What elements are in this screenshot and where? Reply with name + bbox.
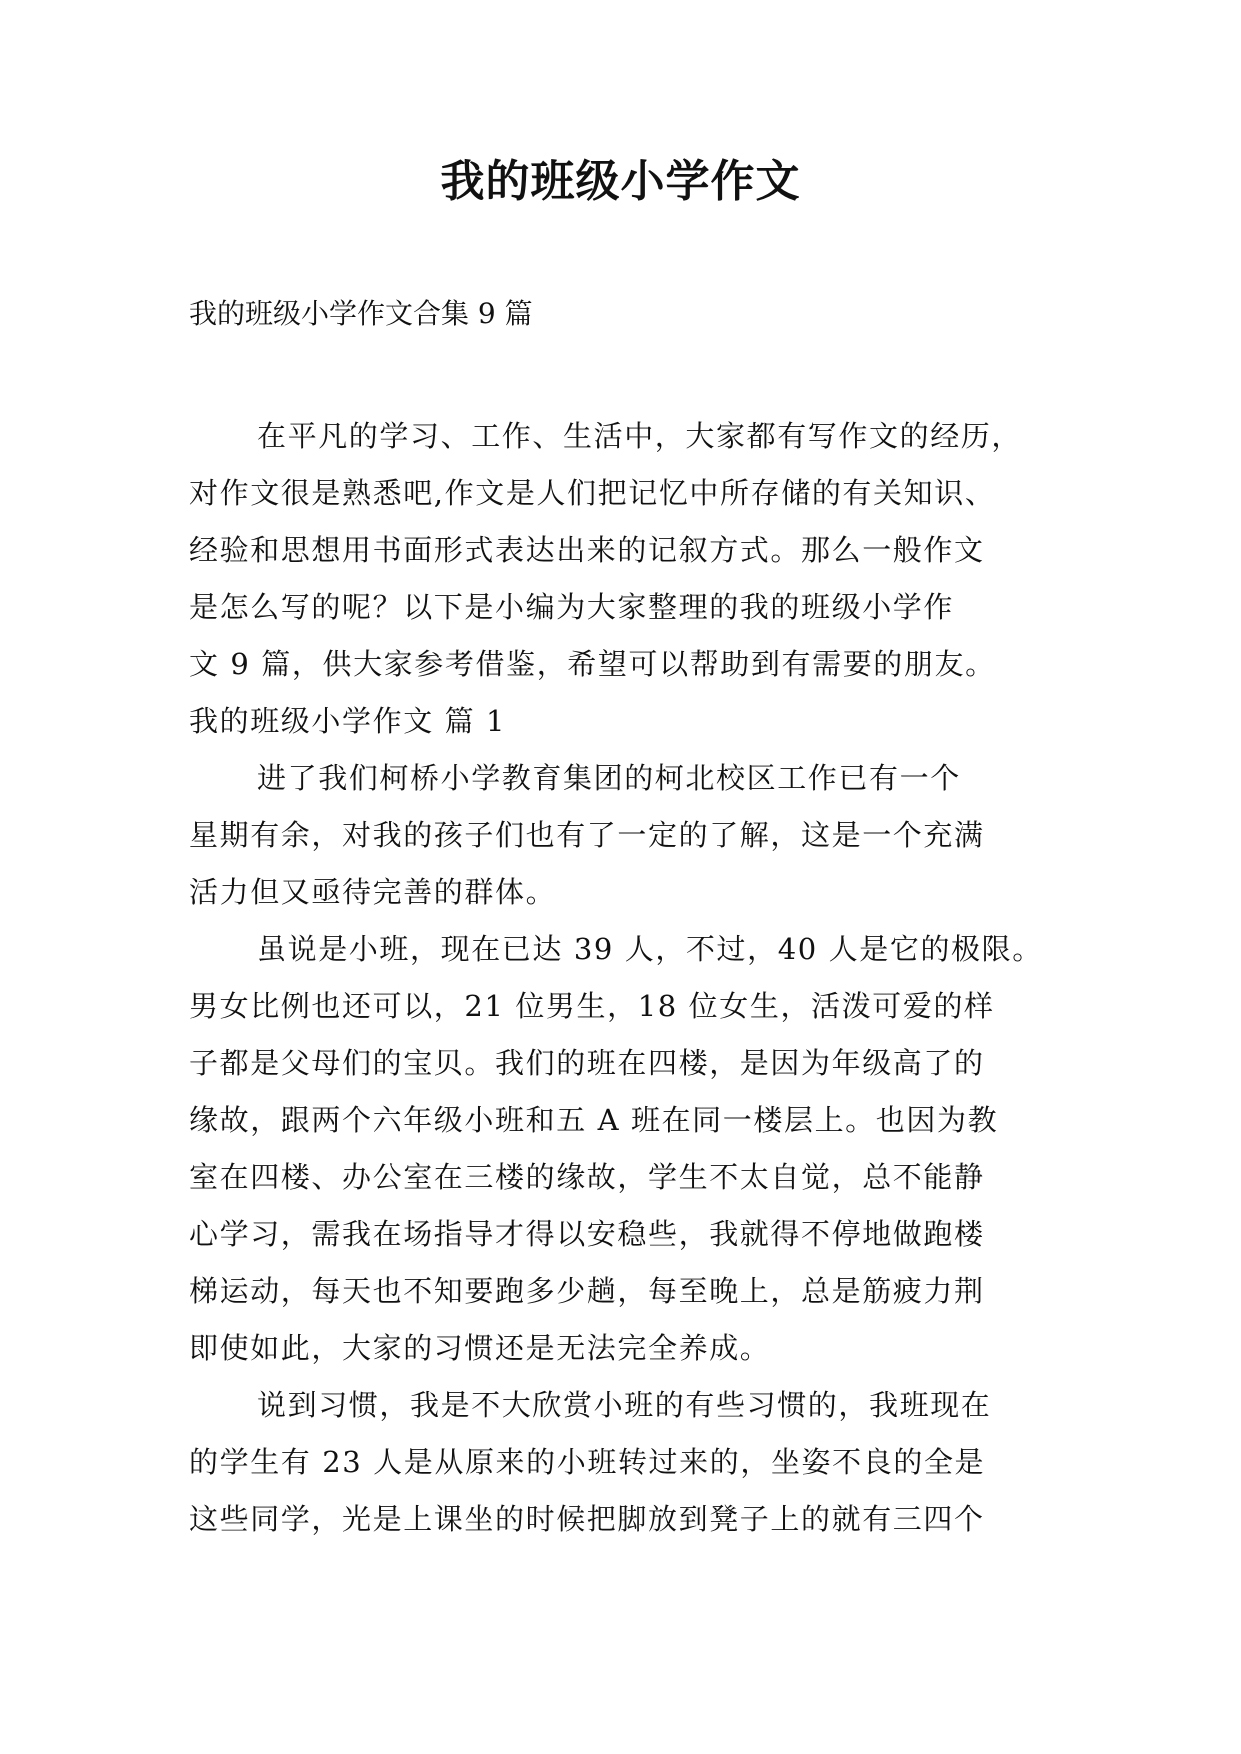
body-line: 说到习惯，我是不大欣赏小班的有些习惯的，我班现在: [257, 1388, 992, 1422]
body-line: 在平凡的学习、工作、生活中，大家都有写作文的经历，: [257, 419, 1023, 453]
body-line: 梯运动，每天也不知要跑多少趟，每至晚上，总是筋疲力荆: [189, 1274, 985, 1308]
document-body: [189, 408, 1059, 1548]
body-line: 活力但又亟待完善的群体。: [189, 875, 557, 909]
document-title: 我的班级小学作文: [440, 156, 801, 207]
section-heading: 我的班级小学作文 篇 1: [189, 704, 507, 738]
body-line: 经验和思想用书面形式表达出来的记叙方式。那么一般作文: [189, 533, 985, 567]
body-line: 文 9 篇，供大家参考借鉴，希望可以帮助到有需要的朋友。: [189, 647, 996, 681]
body-line: 男女比例也还可以，21 位男生，18 位女生，活泼可爱的样: [189, 989, 995, 1023]
body-line: 缘故，跟两个六年级小班和五 A 班在同一楼层上。也因为教: [189, 1103, 999, 1137]
body-line: 这些同学，光是上课坐的时候把脚放到凳子上的就有三四个: [189, 1502, 985, 1536]
body-line: 心学习，需我在场指导才得以安稳些，我就得不停地做跑楼: [189, 1217, 985, 1251]
body-line: 对作文很是熟悉吧,作文是人们把记忆中所存储的有关知识、: [189, 476, 996, 510]
body-line: 子都是父母们的宝贝。我们的班在四楼，是因为年级高了的: [189, 1046, 985, 1080]
body-line: 的学生有 23 人是从原来的小班转过来的，坐姿不良的全是: [189, 1445, 986, 1479]
document-subtitle: 我的班级小学作文合集 9 篇: [189, 297, 533, 330]
body-line: 星期有余，对我的孩子们也有了一定的了解，这是一个充满: [189, 818, 985, 852]
body-line: 即使如此，大家的习惯还是无法完全养成。: [189, 1331, 771, 1365]
body-line: 是怎么写的呢？以下是小编为大家整理的我的班级小学作: [189, 590, 955, 624]
body-line: 室在四楼、办公室在三楼的缘故，学生不太自觉，总不能静: [189, 1160, 985, 1194]
body-line: 进了我们柯桥小学教育集团的柯北校区工作已有一个: [257, 761, 961, 795]
body-line: 虽说是小班，现在已达 39 人，不过，40 人是它的极限。: [257, 932, 1043, 966]
